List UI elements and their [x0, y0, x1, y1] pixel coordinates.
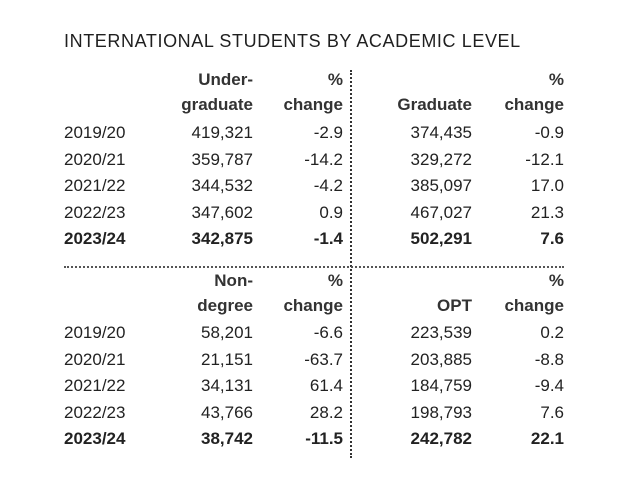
- row-change-1: -63.7: [304, 350, 343, 369]
- row-change-2: 0.2: [540, 323, 564, 342]
- row-change-1: -1.4: [313, 229, 343, 248]
- header-col2-line1: %: [327, 271, 343, 290]
- row-value-1: 21,151: [201, 350, 253, 369]
- row-value-2: 385,097: [410, 176, 472, 195]
- header-col1-line2: degree: [197, 296, 253, 315]
- row-change-1: 61.4: [309, 376, 343, 395]
- header-col1-line2: graduate: [181, 95, 253, 114]
- header-col2-line2: change: [283, 95, 343, 114]
- row-value-2: 203,885: [410, 350, 472, 369]
- header-col2-line1: %: [327, 70, 343, 89]
- row-value-1: 342,875: [191, 229, 253, 248]
- panel-divider: [64, 266, 564, 268]
- row-change-1: -6.6: [313, 323, 343, 342]
- header-col2-line2: change: [283, 296, 343, 315]
- row-change-1: 28.2: [309, 403, 343, 422]
- row-change-2: -8.8: [534, 350, 564, 369]
- row-change-1: -2.9: [313, 123, 343, 142]
- row-change-1: -11.5: [305, 429, 343, 448]
- table-title: INTERNATIONAL STUDENTS BY ACADEMIC LEVEL: [64, 31, 521, 51]
- row-value-1: 58,201: [201, 323, 253, 342]
- row-year: 2022/23: [64, 403, 126, 422]
- column-divider: [350, 70, 352, 458]
- row-change-2: 7.6: [540, 229, 564, 248]
- row-change-1: -4.2: [313, 176, 343, 195]
- row-value-1: 347,602: [191, 203, 253, 222]
- row-change-1: -14.2: [304, 150, 343, 169]
- row-change-2: -9.4: [534, 376, 564, 395]
- row-value-1: 359,787: [191, 150, 253, 169]
- header-col1-line1: Non-: [214, 271, 253, 290]
- row-change-2: 21.3: [530, 203, 564, 222]
- row-change-1: 0.9: [319, 203, 343, 222]
- row-value-1: 38,742: [201, 429, 253, 448]
- header-col4-line2: change: [504, 296, 564, 315]
- row-change-2: 17.0: [530, 176, 564, 195]
- row-change-2: 7.6: [540, 403, 564, 422]
- row-year: 2020/21: [64, 150, 126, 169]
- row-year: 2021/22: [64, 376, 126, 395]
- row-value-2: 329,272: [410, 150, 472, 169]
- row-change-2: -0.9: [534, 123, 564, 142]
- row-value-1: 419,321: [191, 123, 253, 142]
- row-value-1: 344,532: [191, 176, 253, 195]
- row-year: 2023/24: [64, 429, 126, 448]
- row-value-2: 198,793: [410, 403, 472, 422]
- row-value-1: 43,766: [201, 403, 253, 422]
- row-year: 2019/20: [64, 323, 126, 342]
- header-col4-line1: %: [548, 70, 564, 89]
- row-change-2: 22.1: [530, 429, 564, 448]
- row-value-2: 242,782: [410, 429, 472, 448]
- row-year: 2022/23: [64, 203, 126, 222]
- header-col4-line2: change: [504, 95, 564, 114]
- row-value-2: 467,027: [410, 203, 472, 222]
- row-year: 2020/21: [64, 350, 126, 369]
- row-year: 2021/22: [64, 176, 126, 195]
- row-value-2: 184,759: [410, 376, 472, 395]
- header-col3-line2: OPT: [437, 296, 472, 315]
- row-value-1: 34,131: [201, 376, 253, 395]
- row-value-2: 502,291: [410, 229, 472, 248]
- header-col3-line2: Graduate: [397, 95, 472, 114]
- row-year: 2023/24: [64, 229, 126, 248]
- row-change-2: -12.1: [525, 150, 564, 169]
- row-value-2: 223,539: [410, 323, 472, 342]
- header-col4-line1: %: [548, 271, 564, 290]
- row-year: 2019/20: [64, 123, 126, 142]
- header-col1-line1: Under-: [198, 70, 253, 89]
- row-value-2: 374,435: [410, 123, 472, 142]
